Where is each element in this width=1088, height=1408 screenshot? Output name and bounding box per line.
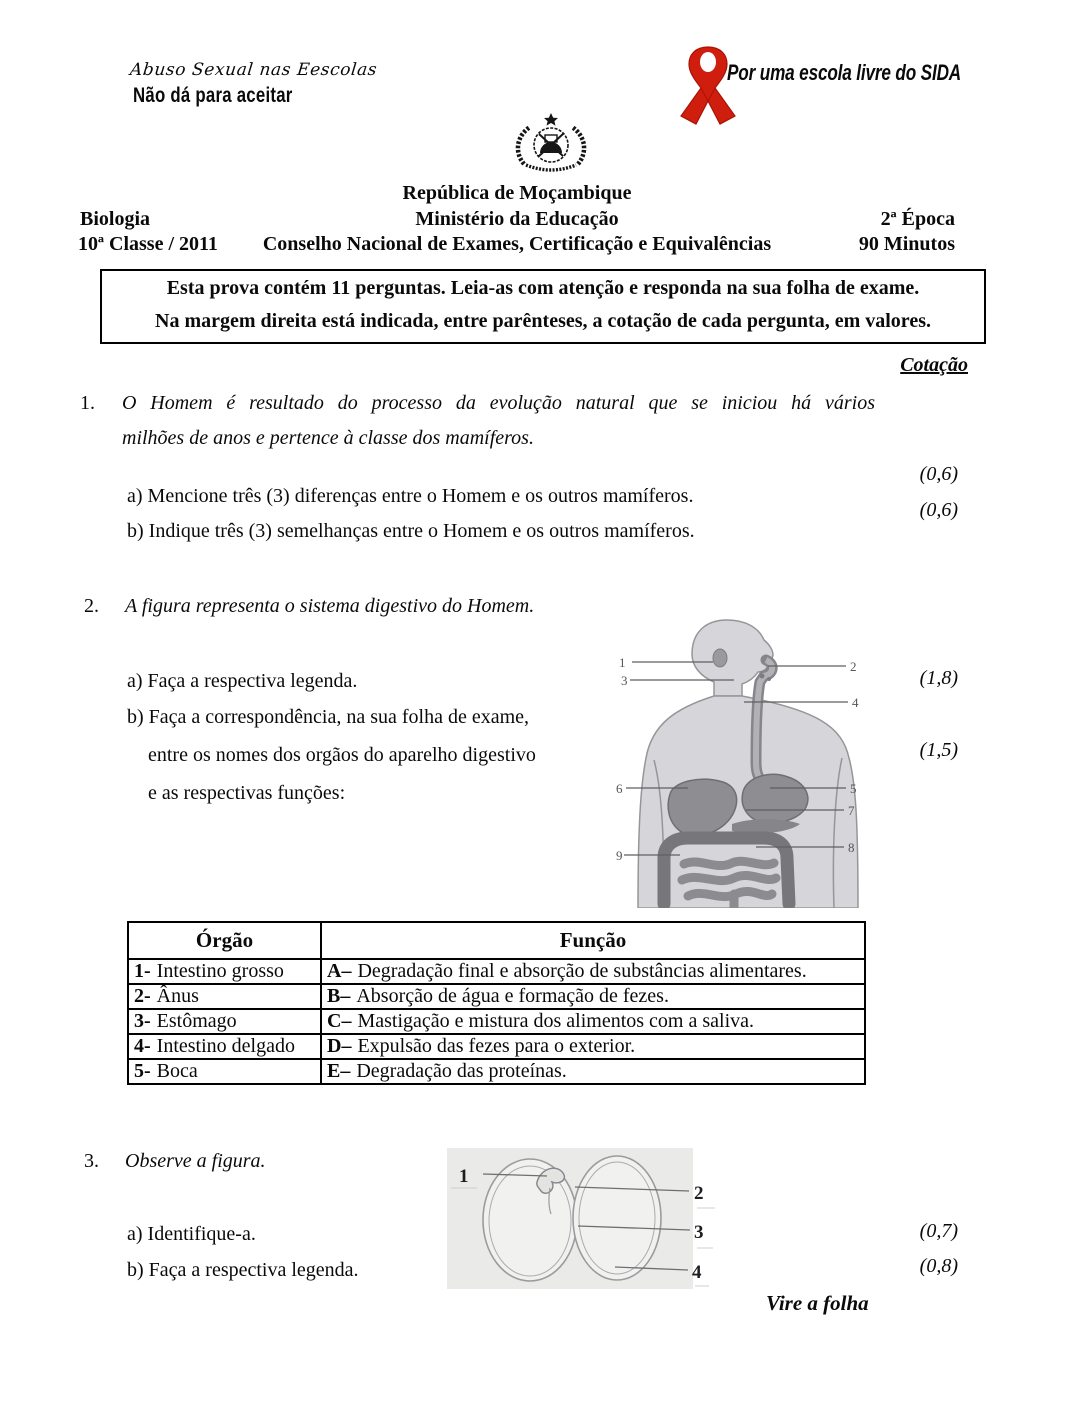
- question-2-number: 2.: [84, 595, 99, 617]
- organ-number: 3-: [134, 1010, 151, 1032]
- function-cell: [321, 959, 865, 984]
- question-3a-score: (0,7): [919, 1220, 958, 1242]
- organ-name: Boca: [156, 1060, 198, 1082]
- figure-label-9: 9: [616, 848, 623, 863]
- organ-cell: [128, 1034, 321, 1059]
- question-2a-score: (1,8): [919, 667, 958, 689]
- function-cell: [321, 1059, 865, 1084]
- epoch-label: 2ª Época: [880, 208, 955, 230]
- council-label: Conselho Nacional de Exames, Certificação e Equivalências: [262, 233, 772, 255]
- turn-page-note: Vire a folha: [766, 1291, 869, 1315]
- instruction-line-1: Esta prova contém 11 perguntas. Leia-as com atenção e responda na sua folha de exame.: [166, 277, 920, 299]
- organ-cell: [128, 1009, 321, 1034]
- question-1-item-b: b) Indique três (3) semelhanças entre o Homem e os outros mamíferos.: [127, 520, 695, 542]
- function-letter: D–: [327, 1035, 352, 1057]
- seed-label-1: 1: [459, 1166, 469, 1187]
- question-2-item-a: a) Faça a respectiva legenda.: [127, 670, 358, 692]
- instruction-line-2: Na margem direita está indicada, entre parênteses, a cotação de cada pergunta, em valores.: [155, 310, 931, 332]
- table-row: [128, 1034, 865, 1059]
- seed-label-2: 2: [694, 1183, 704, 1204]
- national-emblem-icon: [514, 112, 588, 176]
- question-2-item-b-line2: entre os nomes dos orgãos do aparelho digestivo: [148, 744, 536, 766]
- seed-label-3: 3: [694, 1222, 704, 1243]
- organ-number: 4-: [134, 1035, 151, 1057]
- function-text: Absorção de água e formação de fezes.: [356, 985, 669, 1007]
- figure-label-4: 4: [852, 695, 859, 710]
- question-3-item-a: a) Identifique-a.: [127, 1223, 256, 1245]
- campaign-bold-line: Não dá para aceitar: [133, 84, 293, 107]
- organ-number: 1-: [134, 960, 151, 982]
- organ-function-table: [127, 921, 866, 1085]
- figure-label-6: 6: [616, 781, 623, 796]
- figure-stomach: [742, 774, 808, 823]
- function-cell: [321, 1009, 865, 1034]
- question-1-stem-line2: milhões de anos e pertence à classe dos mamíferos.: [122, 427, 534, 449]
- organ-cell: [128, 984, 321, 1009]
- organ-number: 2-: [134, 985, 151, 1007]
- function-text: Degradação das proteínas.: [356, 1060, 567, 1082]
- table-header-row: [128, 922, 865, 959]
- table-row: [128, 984, 865, 1009]
- seed-label-4: 4: [692, 1262, 702, 1283]
- figure-label-5: 5: [850, 781, 857, 796]
- question-1-stem-line1: O Homem é resultado do processo da evolução natural que se iniciou há vários: [122, 392, 875, 414]
- question-1a-score: (0,6): [919, 463, 958, 485]
- republic-title: República de Moçambique: [402, 182, 632, 204]
- question-3b-score: (0,8): [919, 1255, 958, 1277]
- question-2-item-b-line1: b) Faça a correspondência, na sua folha de exame,: [127, 706, 530, 728]
- question-1b-score: (0,6): [919, 499, 958, 521]
- ministry-label: Ministério da Educação: [415, 208, 619, 230]
- figure-label-2: 2: [850, 659, 857, 674]
- question-2-stem: A figura representa o sistema digestivo do Homem.: [125, 595, 535, 617]
- function-letter: B–: [327, 985, 351, 1007]
- subject-label: Biologia: [80, 208, 151, 230]
- table-header-orgao: Órgão: [128, 922, 321, 959]
- question-2-item-b-line3: e as respectivas funções:: [148, 782, 346, 804]
- figure-label-7: 7: [848, 803, 855, 818]
- question-1-number: 1.: [80, 392, 95, 414]
- function-text: Mastigação e mistura dos alimentos com a saliva.: [357, 1010, 755, 1032]
- organ-name: Ânus: [156, 985, 199, 1007]
- question-3-stem: Observe a figura.: [125, 1150, 266, 1172]
- function-letter: A–: [327, 960, 352, 982]
- aids-slogan: Por uma escola livre do SIDA: [727, 60, 962, 85]
- campaign-script-line: Abuso Sexual nas Eescolas: [128, 60, 379, 80]
- table-row: [128, 959, 865, 984]
- function-text: Expulsão das fezes para o exterior.: [357, 1035, 636, 1057]
- figure-label-3: 3: [621, 673, 628, 688]
- table-row: [128, 1009, 865, 1034]
- organ-cell: [128, 959, 321, 984]
- question-3-item-b: b) Faça a respectiva legenda.: [127, 1259, 359, 1281]
- question-1-item-a: a) Mencione três (3) diferenças entre o Homem e os outros mamíferos.: [127, 485, 694, 507]
- table-row: [128, 1059, 865, 1084]
- figure-salivary-gland: [713, 649, 727, 667]
- grade-year-label: 10ª Classe / 2011: [78, 233, 218, 255]
- function-letter: E–: [327, 1060, 351, 1082]
- figure-label-1: 1: [619, 655, 626, 670]
- question-2b-score: (1,5): [919, 739, 958, 761]
- question-3-number: 3.: [84, 1150, 99, 1172]
- organ-name: Estômago: [156, 1010, 237, 1032]
- organ-number: 5-: [134, 1060, 151, 1082]
- organ-cell: [128, 1059, 321, 1084]
- duration-label: 90 Minutos: [858, 233, 955, 255]
- organ-name: Intestino delgado: [156, 1035, 295, 1057]
- seed-figure: [447, 1148, 717, 1289]
- organ-name: Intestino grosso: [156, 960, 284, 982]
- function-cell: [321, 1034, 865, 1059]
- instructions-box: [100, 269, 986, 344]
- figure-label-8: 8: [848, 840, 855, 855]
- function-text: Degradação final e absorção de substâncias alimentares.: [357, 960, 807, 982]
- cotacao-heading: Cotação: [900, 354, 968, 376]
- function-cell: [321, 984, 865, 1009]
- function-letter: C–: [327, 1010, 352, 1032]
- table-header-funcao: Função: [321, 922, 865, 959]
- seed-cotyledon-right: [573, 1156, 661, 1280]
